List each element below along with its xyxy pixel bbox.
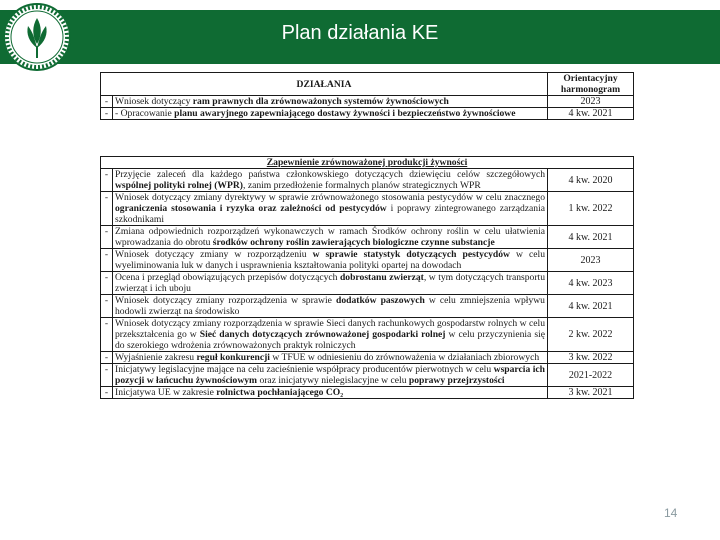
row-text: Wniosek dotyczący zmiany rozporządzenia w sprawie dodatków paszowych w celu zmniejszenia wpływu hodowli zwierząt na środowisko [113,295,548,318]
row-text: Inicjatywa UE w zakresie rolnictwa pochłaniającego CO₂ [113,387,548,399]
row-text: Przyjęcie zaleceń dla każdego państwa członkowskiego dotyczących dziewięciu celów szczegółowych wspólnej polityki rolnej (WPR), zanim przedłożenie formalnych planów strategicznych WPR [113,169,548,192]
row-text: Wniosek dotyczący ram prawnych dla zrównoważonych systemów żywnościowych [113,96,548,108]
table-actions-top [100,72,634,120]
row-time: 4 kw. 2021 [548,226,634,249]
table-row [101,249,634,272]
section-title: Zapewnienie zrównoważonej produkcji żywności [101,157,634,169]
header-actions: DZIAŁANIA [101,73,548,96]
row-dash: - [101,249,113,272]
row-time: 4 kw. 2020 [548,169,634,192]
table-row [101,352,634,364]
table-row [101,108,634,120]
row-text: - Opracowanie planu awaryjnego zapewniającego dostawy żywności i bezpieczeństwo żywnościowe [113,108,548,120]
row-dash: - [101,387,113,399]
row-dash: - [101,295,113,318]
table-row [101,192,634,226]
row-text: Wniosek dotyczący zmiany w rozporządzeniu w sprawie statystyk dotyczących pestycydów w celu wyeliminowania luk w danych i usprawnienia kształtowania polityki opartej na dowodach [113,249,548,272]
table-food-production [100,156,634,399]
row-text: Wyjaśnienie zakresu reguł konkurencji w TFUE w odniesieniu do zrównoważenia w działaniach zbiorowych [113,352,548,364]
row-text: Wniosek dotyczący zmiany dyrektywy w sprawie zrównoważonego stosowania pestycydów w celu znacznego ograniczenia stosowania i ryzyka oraz zależności od pestycydów i poprawy zintegrowanego zarządzania szkodnikami [113,192,548,226]
row-dash: - [101,318,113,352]
table-header-row [101,73,634,96]
row-text: Wniosek dotyczący zmiany rozporządzenia w sprawie Sieci danych rachunkowych gospodarstw rolnych w celu przekształcenia go w Sieć danych dotyczących zrównoważonej gospodarki rolnej w celu przyczynienia się do szerokiego wdrożenia zrównoważonych praktyk rolniczych [113,318,548,352]
row-time: 2 kw. 2022 [548,318,634,352]
row-time: 3 kw. 2021 [548,387,634,399]
table-row [101,364,634,387]
slide-header [0,0,720,68]
row-time: 4 kw. 2023 [548,272,634,295]
row-dash: - [101,108,113,120]
row-time: 4 kw. 2021 [548,108,634,120]
row-text: Zmiana odpowiednich rozporządzeń wykonawczych w ramach Środków ochrony roślin w celu ułatwienia wprowadzania do obrotu środków ochrony roślin zawierających biologiczne czynne substancje [113,226,548,249]
row-text: Inicjatywy legislacyjne mające na celu zacieśnienie współpracy producentów pierwotnych w celu wsparcia ich pozycji w łańcuchu żywnościowym oraz inicjatywy nielegislacyjne w celu poprawy przejrzystości [113,364,548,387]
table-row [101,295,634,318]
row-dash: - [101,226,113,249]
row-text: Ocena i przegląd obowiązujących przepisów dotyczących dobrostanu zwierząt, w tym dotyczących transportu zwierząt i ich uboju [113,272,548,295]
row-dash: - [101,192,113,226]
table-row [101,272,634,295]
slide-title: Plan działania KE [281,22,439,44]
row-time: 2021-2022 [548,364,634,387]
table-row [101,226,634,249]
table-row [101,318,634,352]
row-time: 1 kw. 2022 [548,192,634,226]
row-dash: - [101,352,113,364]
row-dash: - [101,272,113,295]
row-time: 2023 [548,96,634,108]
table-row [101,387,634,399]
row-time: 3 kw. 2022 [548,352,634,364]
section-row [101,157,634,169]
row-dash: - [101,169,113,192]
table-row [101,169,634,192]
row-dash: - [101,364,113,387]
document-scan [98,70,638,540]
row-time: 2023 [548,249,634,272]
row-time: 4 kw. 2021 [548,295,634,318]
header-timeline: Orientacyjny harmonogram [548,73,634,96]
page-number: 14 [664,506,678,520]
row-dash: - [101,96,113,108]
table-row [101,96,634,108]
